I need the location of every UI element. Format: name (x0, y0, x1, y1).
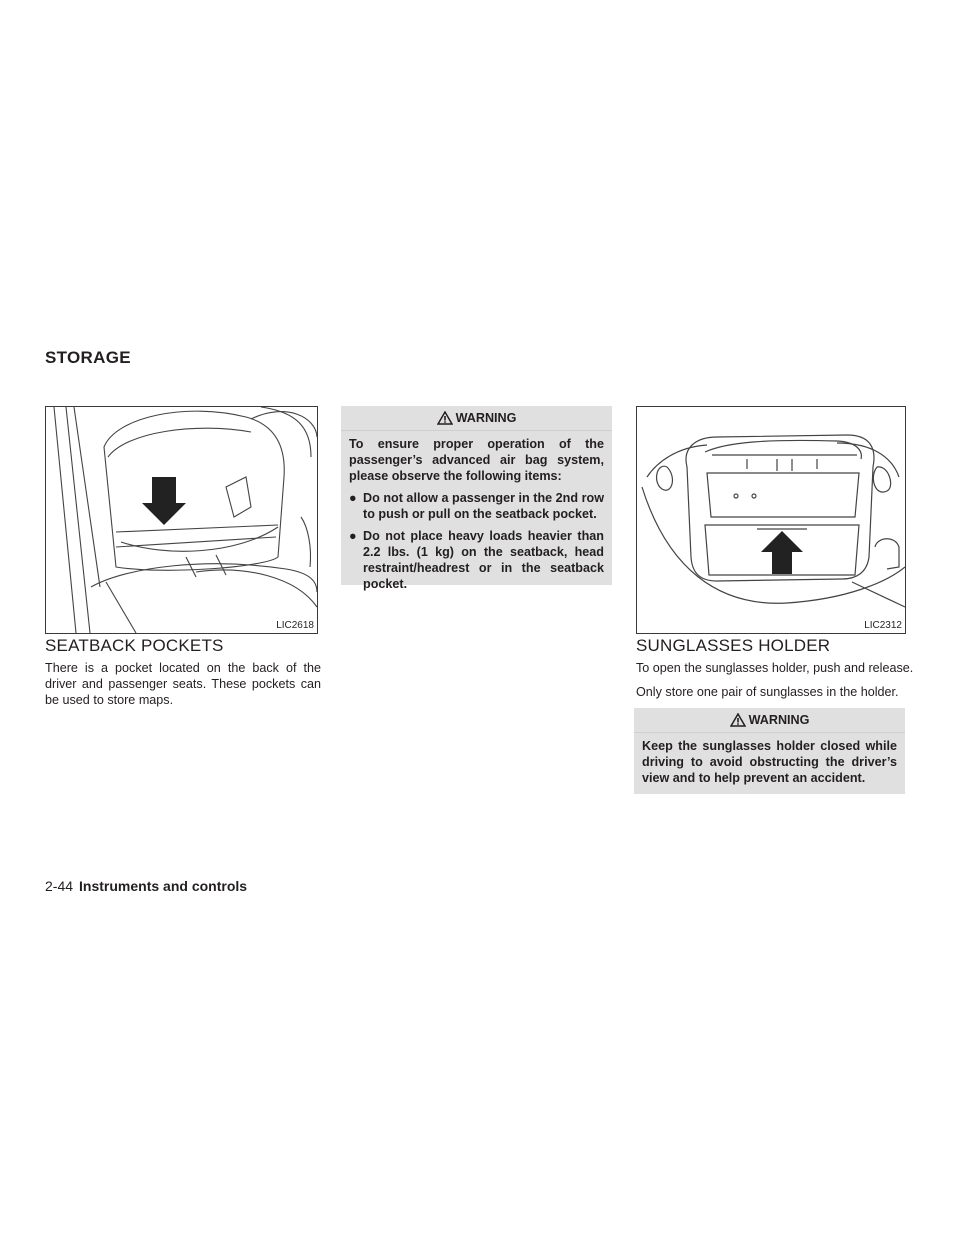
figure-code: LIC2312 (864, 620, 902, 631)
chapter-title: Instruments and controls (79, 878, 248, 894)
warning-intro: To ensure proper operation of the passenger’s advanced air bag system, please observe the following items: (349, 437, 604, 483)
warning-label: WARNING (748, 713, 810, 727)
warning-triangle-icon (730, 713, 746, 727)
sunglasses-para-1: To open the sunglasses holder, push and release. (636, 661, 914, 675)
seatback-pocket-figure (45, 406, 318, 634)
sunglasses-holder-heading: SUNGLASSES HOLDER (636, 636, 831, 655)
section-title: STORAGE (45, 348, 131, 367)
sunglasses-para-2: Only store one pair of sunglasses in the holder. (636, 685, 899, 699)
page-footer (45, 878, 247, 894)
seatback-pockets-body: There is a pocket located on the back of the driver and passenger seats. These pockets can be used to store maps. (45, 661, 321, 707)
sunglasses-warning-box (634, 708, 905, 794)
arrow-down-icon (142, 477, 186, 525)
warning-triangle-icon (437, 411, 453, 425)
seatback-pockets-heading: SEATBACK POCKETS (45, 636, 224, 655)
figure-code: LIC2618 (276, 620, 314, 631)
page-number: 2-44 (45, 878, 74, 894)
warning-header (341, 406, 612, 431)
warning-body (341, 431, 612, 606)
bullet-text: Do not allow a passenger in the 2nd row to push or pull on the seatback pocket. (363, 491, 604, 521)
sunglasses-holder-illustration (637, 407, 905, 633)
sunglasses-holder-figure (636, 406, 906, 634)
airbag-warning-box (341, 406, 612, 591)
warning-label: WARNING (455, 411, 517, 425)
arrow-up-icon (761, 531, 803, 574)
warning-bullet (349, 490, 604, 522)
bullet-dot: ● (349, 529, 357, 543)
bullet-dot: ● (349, 491, 357, 505)
warning-header (634, 708, 905, 733)
warning-bullet (349, 528, 604, 592)
seatback-illustration (46, 407, 317, 633)
bullet-text: Do not place heavy loads heavier than 2.2 lbs. (1 kg) on the seatback, head restraint/headrest or in the seatback pocket. (363, 529, 604, 591)
warning-body: Keep the sunglasses holder closed while driving to avoid obstructing the driver’s view and to help prevent an accident. (642, 739, 897, 785)
